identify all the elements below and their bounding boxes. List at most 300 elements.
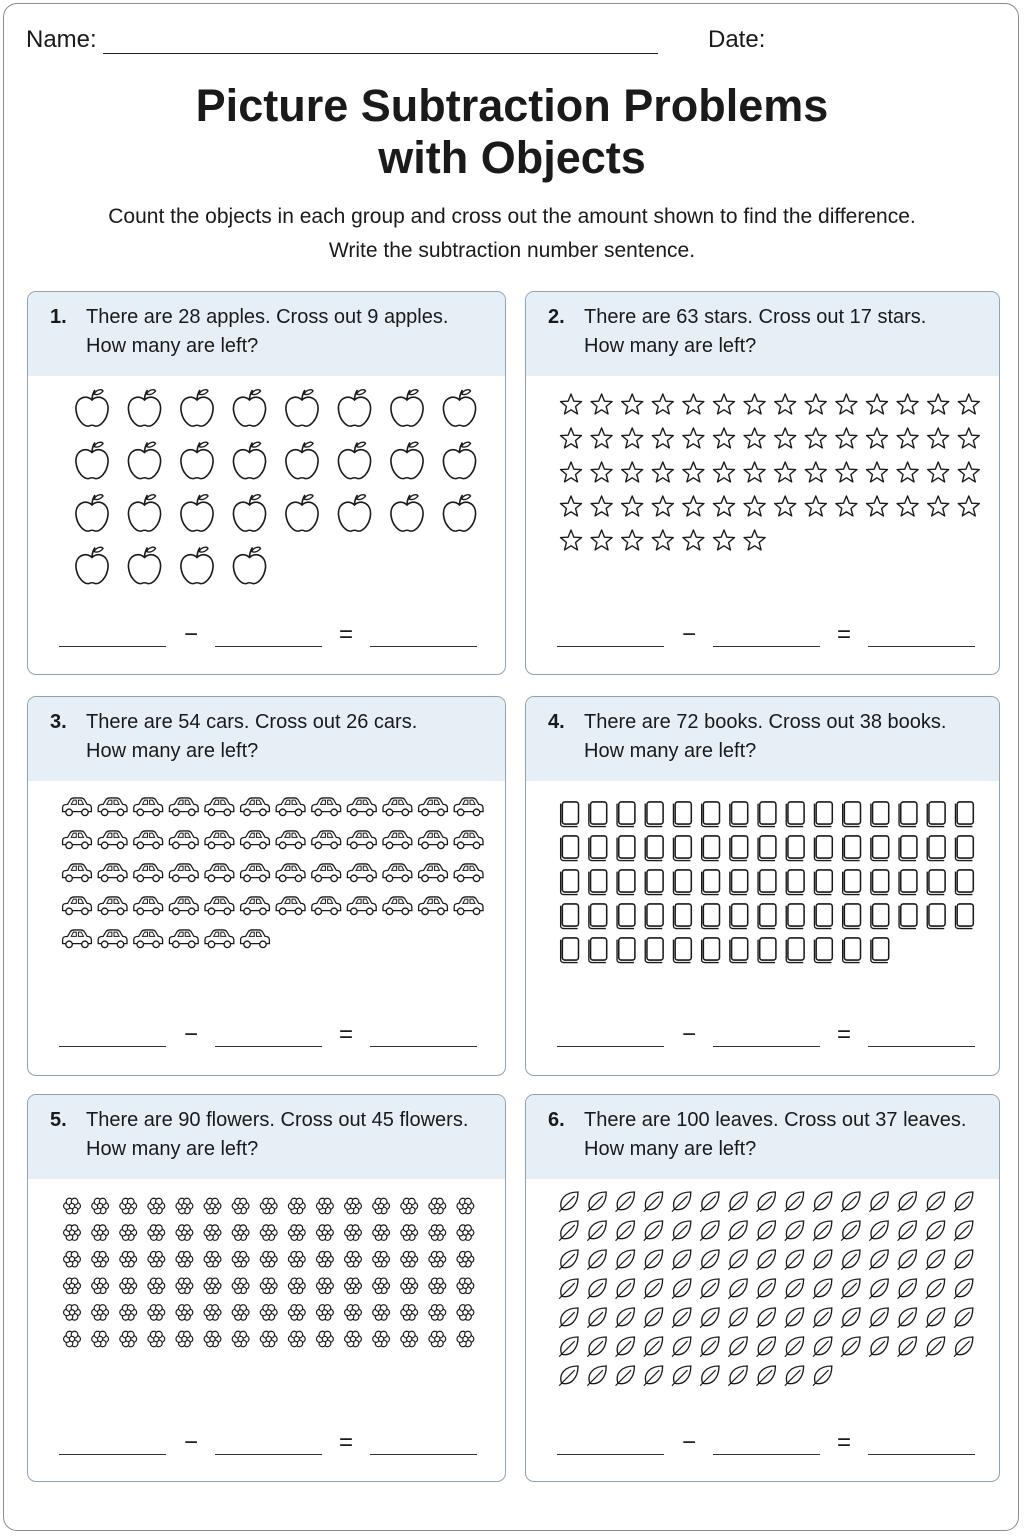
minuend-blank[interactable] [557,646,664,647]
car-icon[interactable] [241,897,270,915]
leaf-icon[interactable] [898,1279,917,1299]
flower-icon[interactable] [401,1331,418,1346]
apple-icon[interactable] [128,547,160,583]
leaf-icon[interactable] [672,1192,691,1212]
car-icon[interactable] [312,798,341,816]
car-icon[interactable] [312,864,341,882]
book-icon[interactable] [786,938,804,963]
flower-icon[interactable] [401,1225,418,1240]
leaf-icon[interactable] [841,1279,860,1299]
car-icon[interactable] [454,897,483,915]
apple-icon[interactable] [128,495,160,531]
leaf-icon[interactable] [559,1337,578,1357]
flower-icon[interactable] [316,1251,333,1266]
car-icon[interactable] [454,798,483,816]
book-icon[interactable] [617,904,635,929]
flower-icon[interactable] [64,1305,81,1320]
leaf-icon[interactable] [813,1250,832,1270]
car-icon[interactable] [347,897,376,915]
book-icon[interactable] [786,836,804,861]
flower-icon[interactable] [288,1278,305,1293]
car-icon[interactable] [276,831,305,849]
book-icon[interactable] [814,938,832,963]
flower-icon[interactable] [148,1278,165,1293]
leaf-icon[interactable] [672,1366,691,1386]
star-icon[interactable] [561,530,582,550]
car-icon[interactable] [169,831,198,849]
flower-icon[interactable] [120,1305,137,1320]
leaf-icon[interactable] [587,1279,606,1299]
flower-icon[interactable] [345,1278,362,1293]
flower-icon[interactable] [401,1198,418,1213]
car-icon[interactable] [383,864,412,882]
flower-icon[interactable] [176,1278,193,1293]
leaf-icon[interactable] [926,1279,945,1299]
leaf-icon[interactable] [559,1366,578,1386]
book-icon[interactable] [589,904,607,929]
apple-icon[interactable] [76,442,108,478]
book-icon[interactable] [730,938,748,963]
flower-icon[interactable] [204,1278,221,1293]
car-icon[interactable] [98,831,127,849]
apple-icon[interactable] [76,547,108,583]
star-icon[interactable] [591,462,612,482]
leaf-icon[interactable] [587,1366,606,1386]
book-icon[interactable] [730,870,748,895]
leaf-icon[interactable] [587,1221,606,1241]
book-icon[interactable] [843,938,861,963]
star-icon[interactable] [836,394,857,414]
flower-icon[interactable] [345,1198,362,1213]
star-icon[interactable] [714,530,735,550]
leaf-icon[interactable] [926,1221,945,1241]
book-icon[interactable] [927,904,945,929]
book-icon[interactable] [702,836,720,861]
star-icon[interactable] [867,496,888,516]
minuend-blank[interactable] [557,1454,664,1455]
leaf-icon[interactable] [757,1192,776,1212]
car-icon[interactable] [276,897,305,915]
minuend-blank[interactable] [59,1454,166,1455]
book-icon[interactable] [589,870,607,895]
star-icon[interactable] [775,496,796,516]
book-icon[interactable] [645,802,663,827]
leaf-icon[interactable] [700,1192,719,1212]
star-icon[interactable] [744,496,765,516]
flower-icon[interactable] [457,1198,474,1213]
star-icon[interactable] [805,496,826,516]
flower-icon[interactable] [457,1331,474,1346]
car-icon[interactable] [312,831,341,849]
leaf-icon[interactable] [644,1250,663,1270]
star-icon[interactable] [652,428,673,448]
leaf-icon[interactable] [559,1192,578,1212]
leaf-icon[interactable] [644,1337,663,1357]
minuend-blank[interactable] [59,1046,166,1047]
apple-icon[interactable] [181,495,213,531]
star-icon[interactable] [683,394,704,414]
leaf-icon[interactable] [785,1279,804,1299]
difference-blank[interactable] [868,1454,975,1455]
flower-icon[interactable] [260,1305,277,1320]
leaf-icon[interactable] [616,1192,635,1212]
book-icon[interactable] [617,870,635,895]
leaf-icon[interactable] [954,1308,973,1328]
leaf-icon[interactable] [644,1366,663,1386]
flower-icon[interactable] [120,1251,137,1266]
book-icon[interactable] [927,836,945,861]
star-icon[interactable] [897,496,918,516]
star-icon[interactable] [744,394,765,414]
flower-icon[interactable] [260,1198,277,1213]
book-icon[interactable] [617,802,635,827]
flower-icon[interactable] [148,1305,165,1320]
car-icon[interactable] [63,831,92,849]
star-icon[interactable] [714,428,735,448]
flower-icon[interactable] [373,1198,390,1213]
flower-icon[interactable] [148,1251,165,1266]
star-icon[interactable] [805,462,826,482]
flower-icon[interactable] [316,1278,333,1293]
flower-icon[interactable] [232,1225,249,1240]
star-icon[interactable] [714,394,735,414]
star-icon[interactable] [683,428,704,448]
book-icon[interactable] [758,836,776,861]
leaf-icon[interactable] [869,1192,888,1212]
flower-icon[interactable] [232,1331,249,1346]
leaf-icon[interactable] [644,1192,663,1212]
star-icon[interactable] [958,394,979,414]
leaf-icon[interactable] [728,1279,747,1299]
flower-icon[interactable] [92,1331,109,1346]
star-icon[interactable] [561,496,582,516]
apple-icon[interactable] [391,390,423,426]
book-icon[interactable] [927,802,945,827]
car-icon[interactable] [134,864,163,882]
star-icon[interactable] [714,496,735,516]
leaf-icon[interactable] [672,1221,691,1241]
star-icon[interactable] [897,394,918,414]
leaf-icon[interactable] [700,1221,719,1241]
book-icon[interactable] [589,802,607,827]
book-icon[interactable] [589,836,607,861]
flower-icon[interactable] [64,1198,81,1213]
flower-icon[interactable] [288,1331,305,1346]
car-icon[interactable] [63,930,92,948]
apple-icon[interactable] [443,495,475,531]
book-icon[interactable] [758,802,776,827]
star-icon[interactable] [622,496,643,516]
flower-icon[interactable] [429,1305,446,1320]
leaf-icon[interactable] [898,1192,917,1212]
book-icon[interactable] [843,802,861,827]
star-icon[interactable] [591,394,612,414]
book-icon[interactable] [561,836,579,861]
star-icon[interactable] [897,428,918,448]
flower-icon[interactable] [401,1305,418,1320]
minuend-blank[interactable] [59,646,166,647]
star-icon[interactable] [928,394,949,414]
subtrahend-blank[interactable] [713,1046,820,1047]
leaf-icon[interactable] [587,1250,606,1270]
apple-icon[interactable] [76,390,108,426]
flower-icon[interactable] [260,1225,277,1240]
star-icon[interactable] [744,462,765,482]
flower-icon[interactable] [120,1225,137,1240]
difference-blank[interactable] [370,1454,477,1455]
star-icon[interactable] [836,462,857,482]
star-icon[interactable] [622,530,643,550]
leaf-icon[interactable] [728,1366,747,1386]
leaf-icon[interactable] [616,1366,635,1386]
leaf-icon[interactable] [841,1337,860,1357]
flower-icon[interactable] [316,1225,333,1240]
flower-icon[interactable] [176,1331,193,1346]
book-icon[interactable] [758,870,776,895]
star-icon[interactable] [652,394,673,414]
star-icon[interactable] [805,394,826,414]
leaf-icon[interactable] [644,1308,663,1328]
car-icon[interactable] [419,897,448,915]
flower-icon[interactable] [429,1198,446,1213]
flower-icon[interactable] [120,1278,137,1293]
flower-icon[interactable] [120,1198,137,1213]
star-icon[interactable] [775,428,796,448]
apple-icon[interactable] [181,442,213,478]
book-icon[interactable] [871,870,889,895]
leaf-icon[interactable] [644,1279,663,1299]
star-icon[interactable] [928,496,949,516]
apple-icon[interactable] [338,495,370,531]
flower-icon[interactable] [260,1331,277,1346]
book-icon[interactable] [673,904,691,929]
leaf-icon[interactable] [841,1308,860,1328]
leaf-icon[interactable] [813,1221,832,1241]
book-icon[interactable] [899,904,917,929]
star-icon[interactable] [591,530,612,550]
leaf-icon[interactable] [757,1308,776,1328]
leaf-icon[interactable] [841,1221,860,1241]
car-icon[interactable] [134,897,163,915]
book-icon[interactable] [645,870,663,895]
flower-icon[interactable] [260,1251,277,1266]
leaf-icon[interactable] [841,1250,860,1270]
book-icon[interactable] [899,836,917,861]
book-icon[interactable] [843,904,861,929]
flower-icon[interactable] [429,1278,446,1293]
leaf-icon[interactable] [728,1221,747,1241]
leaf-icon[interactable] [587,1337,606,1357]
car-icon[interactable] [205,930,234,948]
flower-icon[interactable] [64,1331,81,1346]
leaf-icon[interactable] [954,1250,973,1270]
car-icon[interactable] [347,831,376,849]
leaf-icon[interactable] [926,1250,945,1270]
flower-icon[interactable] [148,1331,165,1346]
book-icon[interactable] [673,938,691,963]
star-icon[interactable] [561,428,582,448]
leaf-icon[interactable] [616,1337,635,1357]
leaf-icon[interactable] [898,1337,917,1357]
book-icon[interactable] [673,802,691,827]
flower-icon[interactable] [345,1225,362,1240]
flower-icon[interactable] [148,1225,165,1240]
car-icon[interactable] [134,798,163,816]
leaf-icon[interactable] [841,1192,860,1212]
car-icon[interactable] [383,831,412,849]
book-icon[interactable] [786,802,804,827]
leaf-icon[interactable] [785,1337,804,1357]
car-icon[interactable] [98,930,127,948]
flower-icon[interactable] [345,1305,362,1320]
star-icon[interactable] [652,530,673,550]
leaf-icon[interactable] [869,1279,888,1299]
flower-icon[interactable] [176,1198,193,1213]
car-icon[interactable] [205,831,234,849]
flower-icon[interactable] [204,1251,221,1266]
flower-icon[interactable] [232,1198,249,1213]
difference-blank[interactable] [370,1046,477,1047]
star-icon[interactable] [683,496,704,516]
book-icon[interactable] [955,870,973,895]
book-icon[interactable] [871,904,889,929]
apple-icon[interactable] [338,390,370,426]
star-icon[interactable] [958,462,979,482]
star-icon[interactable] [958,428,979,448]
book-icon[interactable] [673,870,691,895]
star-icon[interactable] [928,428,949,448]
subtrahend-blank[interactable] [215,1046,322,1047]
star-icon[interactable] [867,462,888,482]
car-icon[interactable] [419,864,448,882]
car-icon[interactable] [98,864,127,882]
leaf-icon[interactable] [926,1192,945,1212]
star-icon[interactable] [683,462,704,482]
book-icon[interactable] [702,904,720,929]
apple-icon[interactable] [181,547,213,583]
minuend-blank[interactable] [557,1046,664,1047]
car-icon[interactable] [169,798,198,816]
book-icon[interactable] [927,870,945,895]
star-icon[interactable] [836,428,857,448]
car-icon[interactable] [347,798,376,816]
leaf-icon[interactable] [954,1279,973,1299]
flower-icon[interactable] [64,1225,81,1240]
book-icon[interactable] [814,802,832,827]
flower-icon[interactable] [373,1331,390,1346]
leaf-icon[interactable] [757,1221,776,1241]
car-icon[interactable] [454,831,483,849]
star-icon[interactable] [897,462,918,482]
car-icon[interactable] [205,864,234,882]
car-icon[interactable] [419,798,448,816]
car-icon[interactable] [205,798,234,816]
flower-icon[interactable] [232,1305,249,1320]
book-icon[interactable] [561,904,579,929]
book-icon[interactable] [899,802,917,827]
book-icon[interactable] [561,870,579,895]
star-icon[interactable] [652,462,673,482]
flower-icon[interactable] [176,1251,193,1266]
flower-icon[interactable] [373,1225,390,1240]
flower-icon[interactable] [316,1331,333,1346]
leaf-icon[interactable] [644,1221,663,1241]
book-icon[interactable] [786,870,804,895]
leaf-icon[interactable] [672,1337,691,1357]
star-icon[interactable] [867,428,888,448]
apple-icon[interactable] [233,547,265,583]
leaf-icon[interactable] [813,1279,832,1299]
leaf-icon[interactable] [785,1250,804,1270]
star-icon[interactable] [714,462,735,482]
flower-icon[interactable] [176,1225,193,1240]
flower-icon[interactable] [92,1305,109,1320]
leaf-icon[interactable] [587,1192,606,1212]
car-icon[interactable] [241,831,270,849]
book-icon[interactable] [730,836,748,861]
difference-blank[interactable] [868,646,975,647]
apple-icon[interactable] [76,495,108,531]
flower-icon[interactable] [92,1225,109,1240]
apple-icon[interactable] [181,390,213,426]
flower-icon[interactable] [176,1305,193,1320]
flower-icon[interactable] [288,1251,305,1266]
leaf-icon[interactable] [672,1308,691,1328]
star-icon[interactable] [867,394,888,414]
apple-icon[interactable] [443,442,475,478]
book-icon[interactable] [871,802,889,827]
car-icon[interactable] [276,864,305,882]
flower-icon[interactable] [401,1278,418,1293]
car-icon[interactable] [63,897,92,915]
leaf-icon[interactable] [869,1221,888,1241]
leaf-icon[interactable] [898,1221,917,1241]
flower-icon[interactable] [232,1251,249,1266]
leaf-icon[interactable] [813,1192,832,1212]
leaf-icon[interactable] [813,1337,832,1357]
apple-icon[interactable] [286,390,318,426]
flower-icon[interactable] [64,1278,81,1293]
leaf-icon[interactable] [898,1250,917,1270]
star-icon[interactable] [622,428,643,448]
leaf-icon[interactable] [728,1192,747,1212]
leaf-icon[interactable] [757,1366,776,1386]
leaf-icon[interactable] [616,1250,635,1270]
book-icon[interactable] [758,938,776,963]
book-icon[interactable] [955,904,973,929]
flower-icon[interactable] [373,1305,390,1320]
flower-icon[interactable] [373,1251,390,1266]
flower-icon[interactable] [288,1305,305,1320]
apple-icon[interactable] [286,442,318,478]
leaf-icon[interactable] [813,1366,832,1386]
car-icon[interactable] [347,864,376,882]
leaf-icon[interactable] [700,1337,719,1357]
book-icon[interactable] [645,836,663,861]
star-icon[interactable] [683,530,704,550]
leaf-icon[interactable] [700,1279,719,1299]
car-icon[interactable] [205,897,234,915]
car-icon[interactable] [63,798,92,816]
star-icon[interactable] [591,428,612,448]
flower-icon[interactable] [204,1198,221,1213]
flower-icon[interactable] [316,1305,333,1320]
leaf-icon[interactable] [757,1250,776,1270]
book-icon[interactable] [645,938,663,963]
leaf-icon[interactable] [559,1279,578,1299]
book-icon[interactable] [814,836,832,861]
star-icon[interactable] [775,394,796,414]
